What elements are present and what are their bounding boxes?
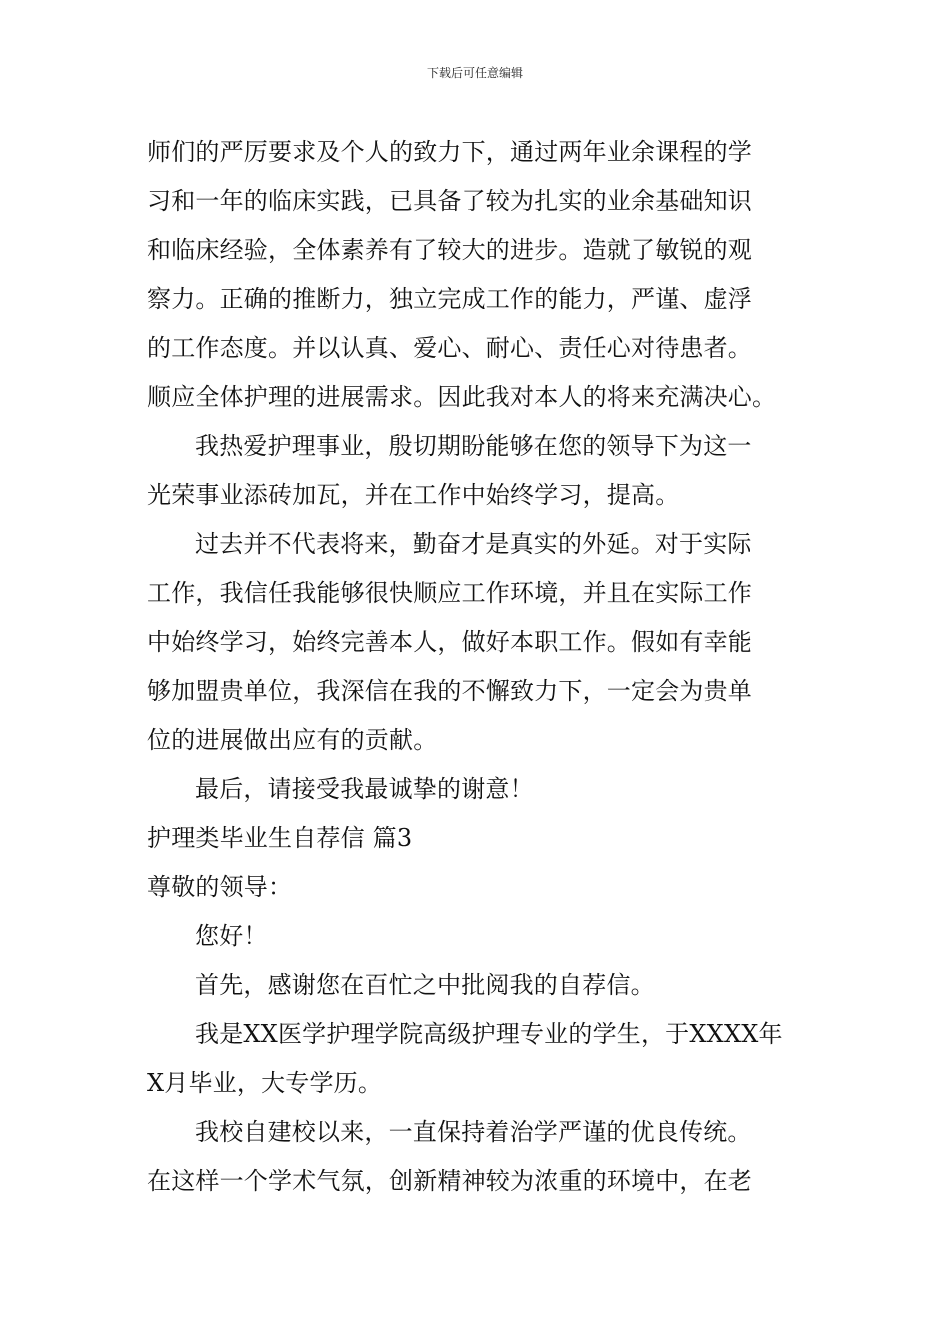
document-body xyxy=(147,128,827,1206)
text-line: 顺应全体护理的进展需求。因此我对本人的将来充满决心。 xyxy=(147,383,777,411)
text-line: 中始终学习，始终完善本人，做好本职工作。假如有幸能 xyxy=(147,628,752,656)
paragraph-first-line: 我是XX医学护理学院高级护理专业的学生，于XXXX年 xyxy=(195,1020,783,1048)
text-line: 习和一年的临床实践，已具备了较为扎实的业余基础知识 xyxy=(147,187,752,215)
page-header: 下载后可任意编辑 xyxy=(426,66,523,80)
greeting: 您好！ xyxy=(195,922,268,950)
text-line: 工作，我信任我能够很快顺应工作环境，并且在实际工作 xyxy=(147,579,752,607)
paragraph-first-line: 我热爱护理事业，殷切期盼能够在您的领导下为这一 xyxy=(195,432,752,460)
text-line: 和临床经验，全体素养有了较大的进步。造就了敏锐的观 xyxy=(147,236,752,264)
text-line: 在这样一个学术气氛，创新精神较为浓重的环境中，在老 xyxy=(147,1167,752,1195)
paragraph-first-line: 过去并不代表将来，勤奋才是真实的外延。对于实际 xyxy=(195,530,752,558)
closing-line: 最后，请接受我最诚挚的谢意！ xyxy=(195,775,534,803)
text-line: 师们的严厉要求及个人的致力下，通过两年业余课程的学 xyxy=(147,138,752,166)
text-line: 够加盟贵单位，我深信在我的不懈致力下，一定会为贵单 xyxy=(147,677,752,705)
text-line: 位的进展做出应有的贡献。 xyxy=(147,726,438,754)
salutation: 尊敬的领导： xyxy=(147,873,293,901)
text-line: 察力。正确的推断力，独立完成工作的能力，严谨、虚浮 xyxy=(147,285,752,313)
paragraph-first-line: 我校自建校以来，一直保持着治学严谨的优良传统。 xyxy=(195,1118,752,1146)
text-line: 光荣事业添砖加瓦，并在工作中始终学习，提高。 xyxy=(147,481,680,509)
section-title: 护理类毕业生自荐信 篇3 xyxy=(147,824,413,852)
text-line: 的工作态度。并以认真、爱心、耐心、责任心对待患者。 xyxy=(147,334,752,362)
text-line: X月毕业，大专学历。 xyxy=(147,1069,383,1097)
paragraph-first-line: 首先，感谢您在百忙之中批阅我的自荐信。 xyxy=(195,971,655,999)
